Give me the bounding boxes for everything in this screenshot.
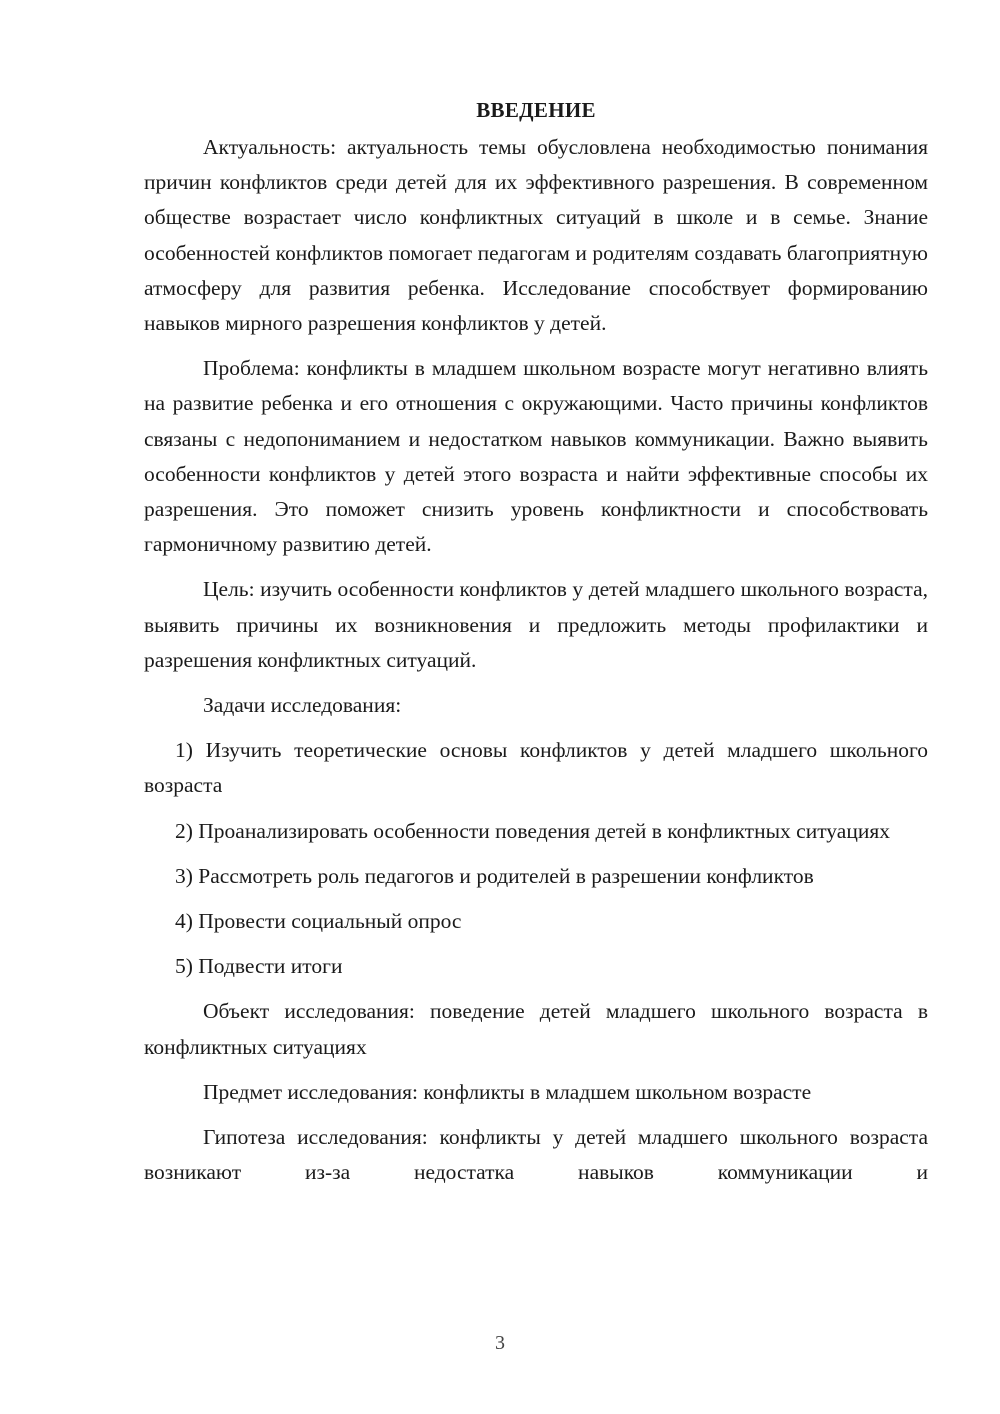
subject-paragraph: Предмет исследования: конфликты в младшем школьном возрасте [203,1079,812,1104]
task-item: 4) Провести социальный опрос [175,909,462,934]
task-item: 3) Рассмотреть роль педагогов и родителей в разрешении конфликтов [175,863,814,888]
task-item: 5) Подвести итоги [175,954,343,979]
tasks-label: Задачи исследования: [203,693,402,718]
task-item: 1) Изучить теоретические основы конфликтов у детей младшего школьного возраста [144,738,928,798]
goal-paragraph: Цель: изучить особенности конфликтов у детей младшего школьного возраста, выявить причины их возникновения и предложить методы профилактики и разрешения конфликтных ситуаций. [144,577,928,672]
relevance-paragraph: Актуальность: актуальность темы обусловлена необходимостью понимания причин конфликтов среди детей для их эффективного разрешения. В современном обществе возрастает число конфликтных ситуаций в школе и в семье. Знание особенностей конфликтов помогает педагогам и родителям создавать благоприятную атмосферу для развития ребенка. Исследование способствует формированию навыков мирного разрешения конфликтов у детей. [144,135,928,336]
section-heading: ВВЕДЕНИЕ [476,98,596,122]
task-item: 2) Проанализировать особенности поведения детей в конфликтных ситуациях [175,818,890,843]
document-page [144,92,928,1200]
hypothesis-paragraph: Гипотеза исследования: конфликты у детей младшего школьного возраста возникают из-за недостатка навыков коммуникации и [144,1125,928,1185]
problem-paragraph: Проблема: конфликты в младшем школьном возрасте могут негативно влиять на развитие ребенка и его отношения с окружающими. Часто причины конфликтов связаны с недопониманием и недостатком навыков коммуникации. Важно выявить особенности конфликтов у детей этого возраста и найти эффективные способы их разрешения. Это поможет снизить уровень конфликтности и способствовать гармоничному развитию детей. [144,356,928,557]
object-paragraph: Объект исследования: поведение детей младшего школьного возраста в конфликтных ситуациях [144,999,928,1059]
page-number: 3 [495,1332,505,1354]
